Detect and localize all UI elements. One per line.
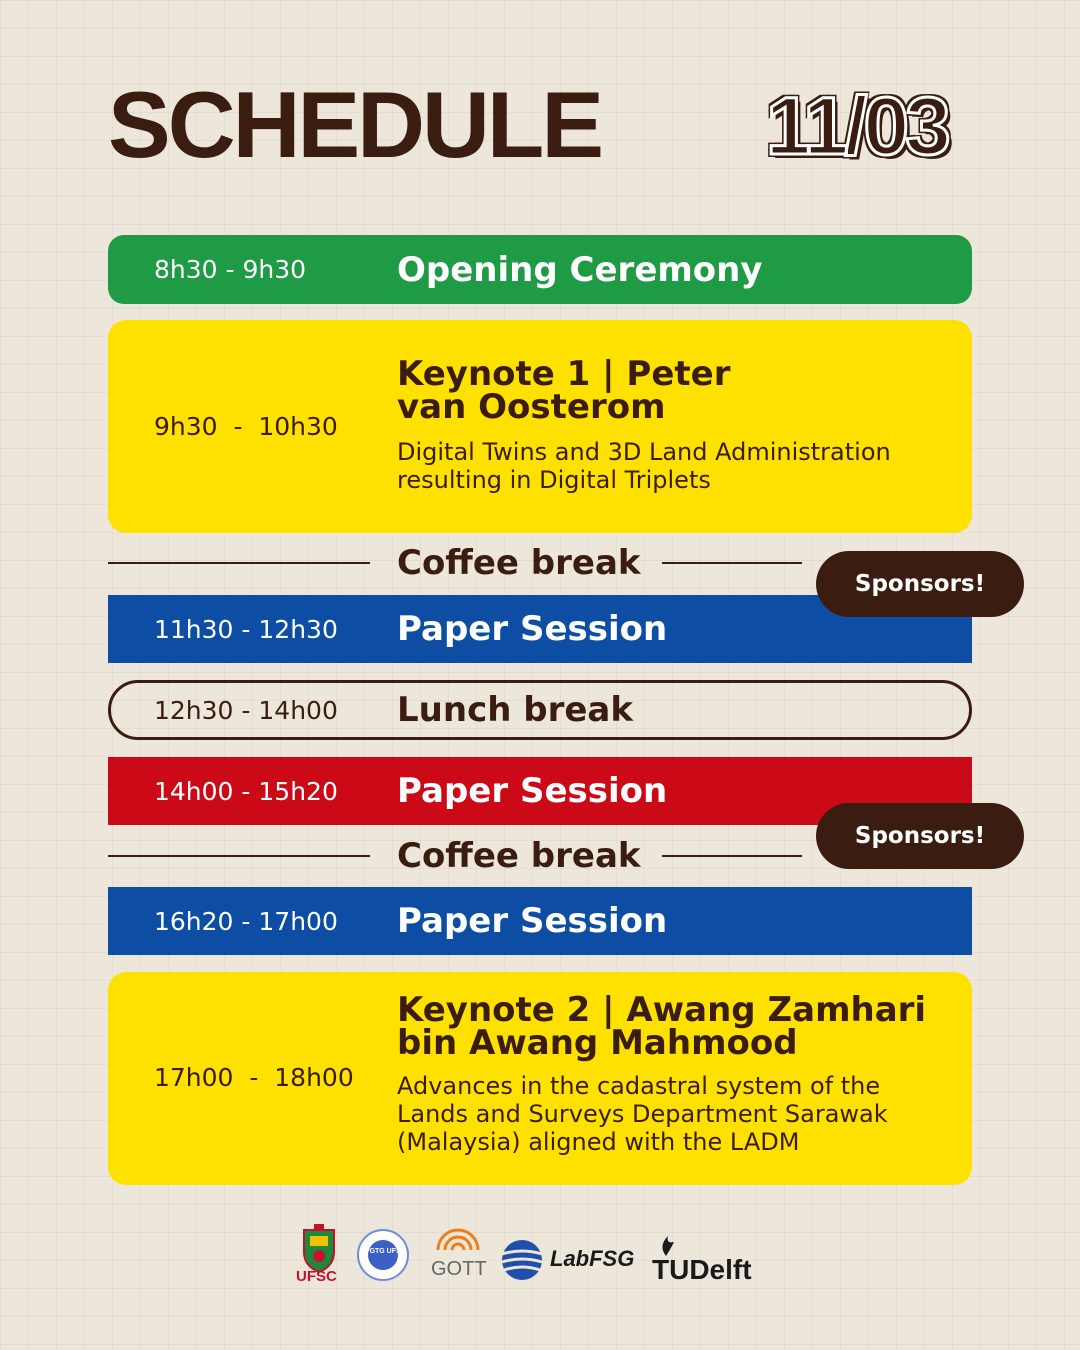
event-title: Paper Session <box>397 901 668 941</box>
ppgtg-seal-icon <box>356 1228 410 1286</box>
keynote-heading: Keynote 1 | Peter van Oosterom <box>397 354 731 427</box>
keynote-block <box>397 990 927 1156</box>
tudelft-flame-icon <box>652 1234 752 1285</box>
time-label: 16h20 - 17h00 <box>154 906 338 936</box>
break-label: Coffee break <box>397 543 641 583</box>
divider-line <box>108 562 370 564</box>
divider-line <box>662 562 802 564</box>
sponsor-badge-1: Sponsors! <box>816 551 1024 617</box>
logo-label: TUDelft <box>652 1254 752 1285</box>
event-title: Opening Ceremony <box>397 249 763 290</box>
logo-label: LabFSG <box>550 1246 635 1271</box>
break-label: Coffee break <box>397 836 641 876</box>
logo-label: UFSC <box>296 1268 337 1285</box>
keynote-block <box>397 354 891 494</box>
time-label: 9h30 - 10h30 <box>154 412 338 441</box>
schedule-row-opening <box>108 235 972 304</box>
keynote-description: Digital Twins and 3D Land Administration resulting in Digital Triplets <box>397 438 891 494</box>
labfsg-globe-icon <box>500 1238 635 1286</box>
time-label: 12h30 - 14h00 <box>154 695 338 725</box>
schedule-row-keynote-2 <box>108 972 972 1185</box>
time-label: 14h00 - 15h20 <box>154 776 338 806</box>
keynote-heading: Keynote 2 | Awang Zamhari bin Awang Mahmood <box>397 990 927 1063</box>
ufsc-crest-icon <box>294 1222 344 1294</box>
divider-line <box>108 855 370 857</box>
coffee-break-2 <box>108 836 802 876</box>
time-label: 11h30 - 12h30 <box>154 614 338 644</box>
event-title: Paper Session <box>397 771 668 811</box>
page-title: SCHEDULE <box>108 72 602 177</box>
time-label: 8h30 - 9h30 <box>154 255 307 284</box>
logo-label: GOTT <box>431 1258 487 1280</box>
schedule-row-lunch <box>108 680 972 740</box>
time-label: 17h00 - 18h00 <box>154 1063 354 1092</box>
schedule-row-paper-3 <box>108 887 972 955</box>
date-badge: 11/03 <box>766 81 947 172</box>
sponsor-logos <box>290 1222 790 1292</box>
sponsor-badge-2: Sponsors! <box>816 803 1024 869</box>
gott-swirl-icon <box>430 1226 487 1280</box>
coffee-break-1 <box>108 543 802 583</box>
schedule-row-keynote-1 <box>108 320 972 533</box>
logo-label: PPGTG UFSC <box>360 1248 406 1255</box>
event-title: Lunch break <box>397 690 633 730</box>
event-title: Paper Session <box>397 609 668 649</box>
keynote-description: Advances in the cadastral system of the Lands and Surveys Department Sarawak (Malaysia) aligned with the LADM <box>397 1072 888 1156</box>
divider-line <box>662 855 802 857</box>
